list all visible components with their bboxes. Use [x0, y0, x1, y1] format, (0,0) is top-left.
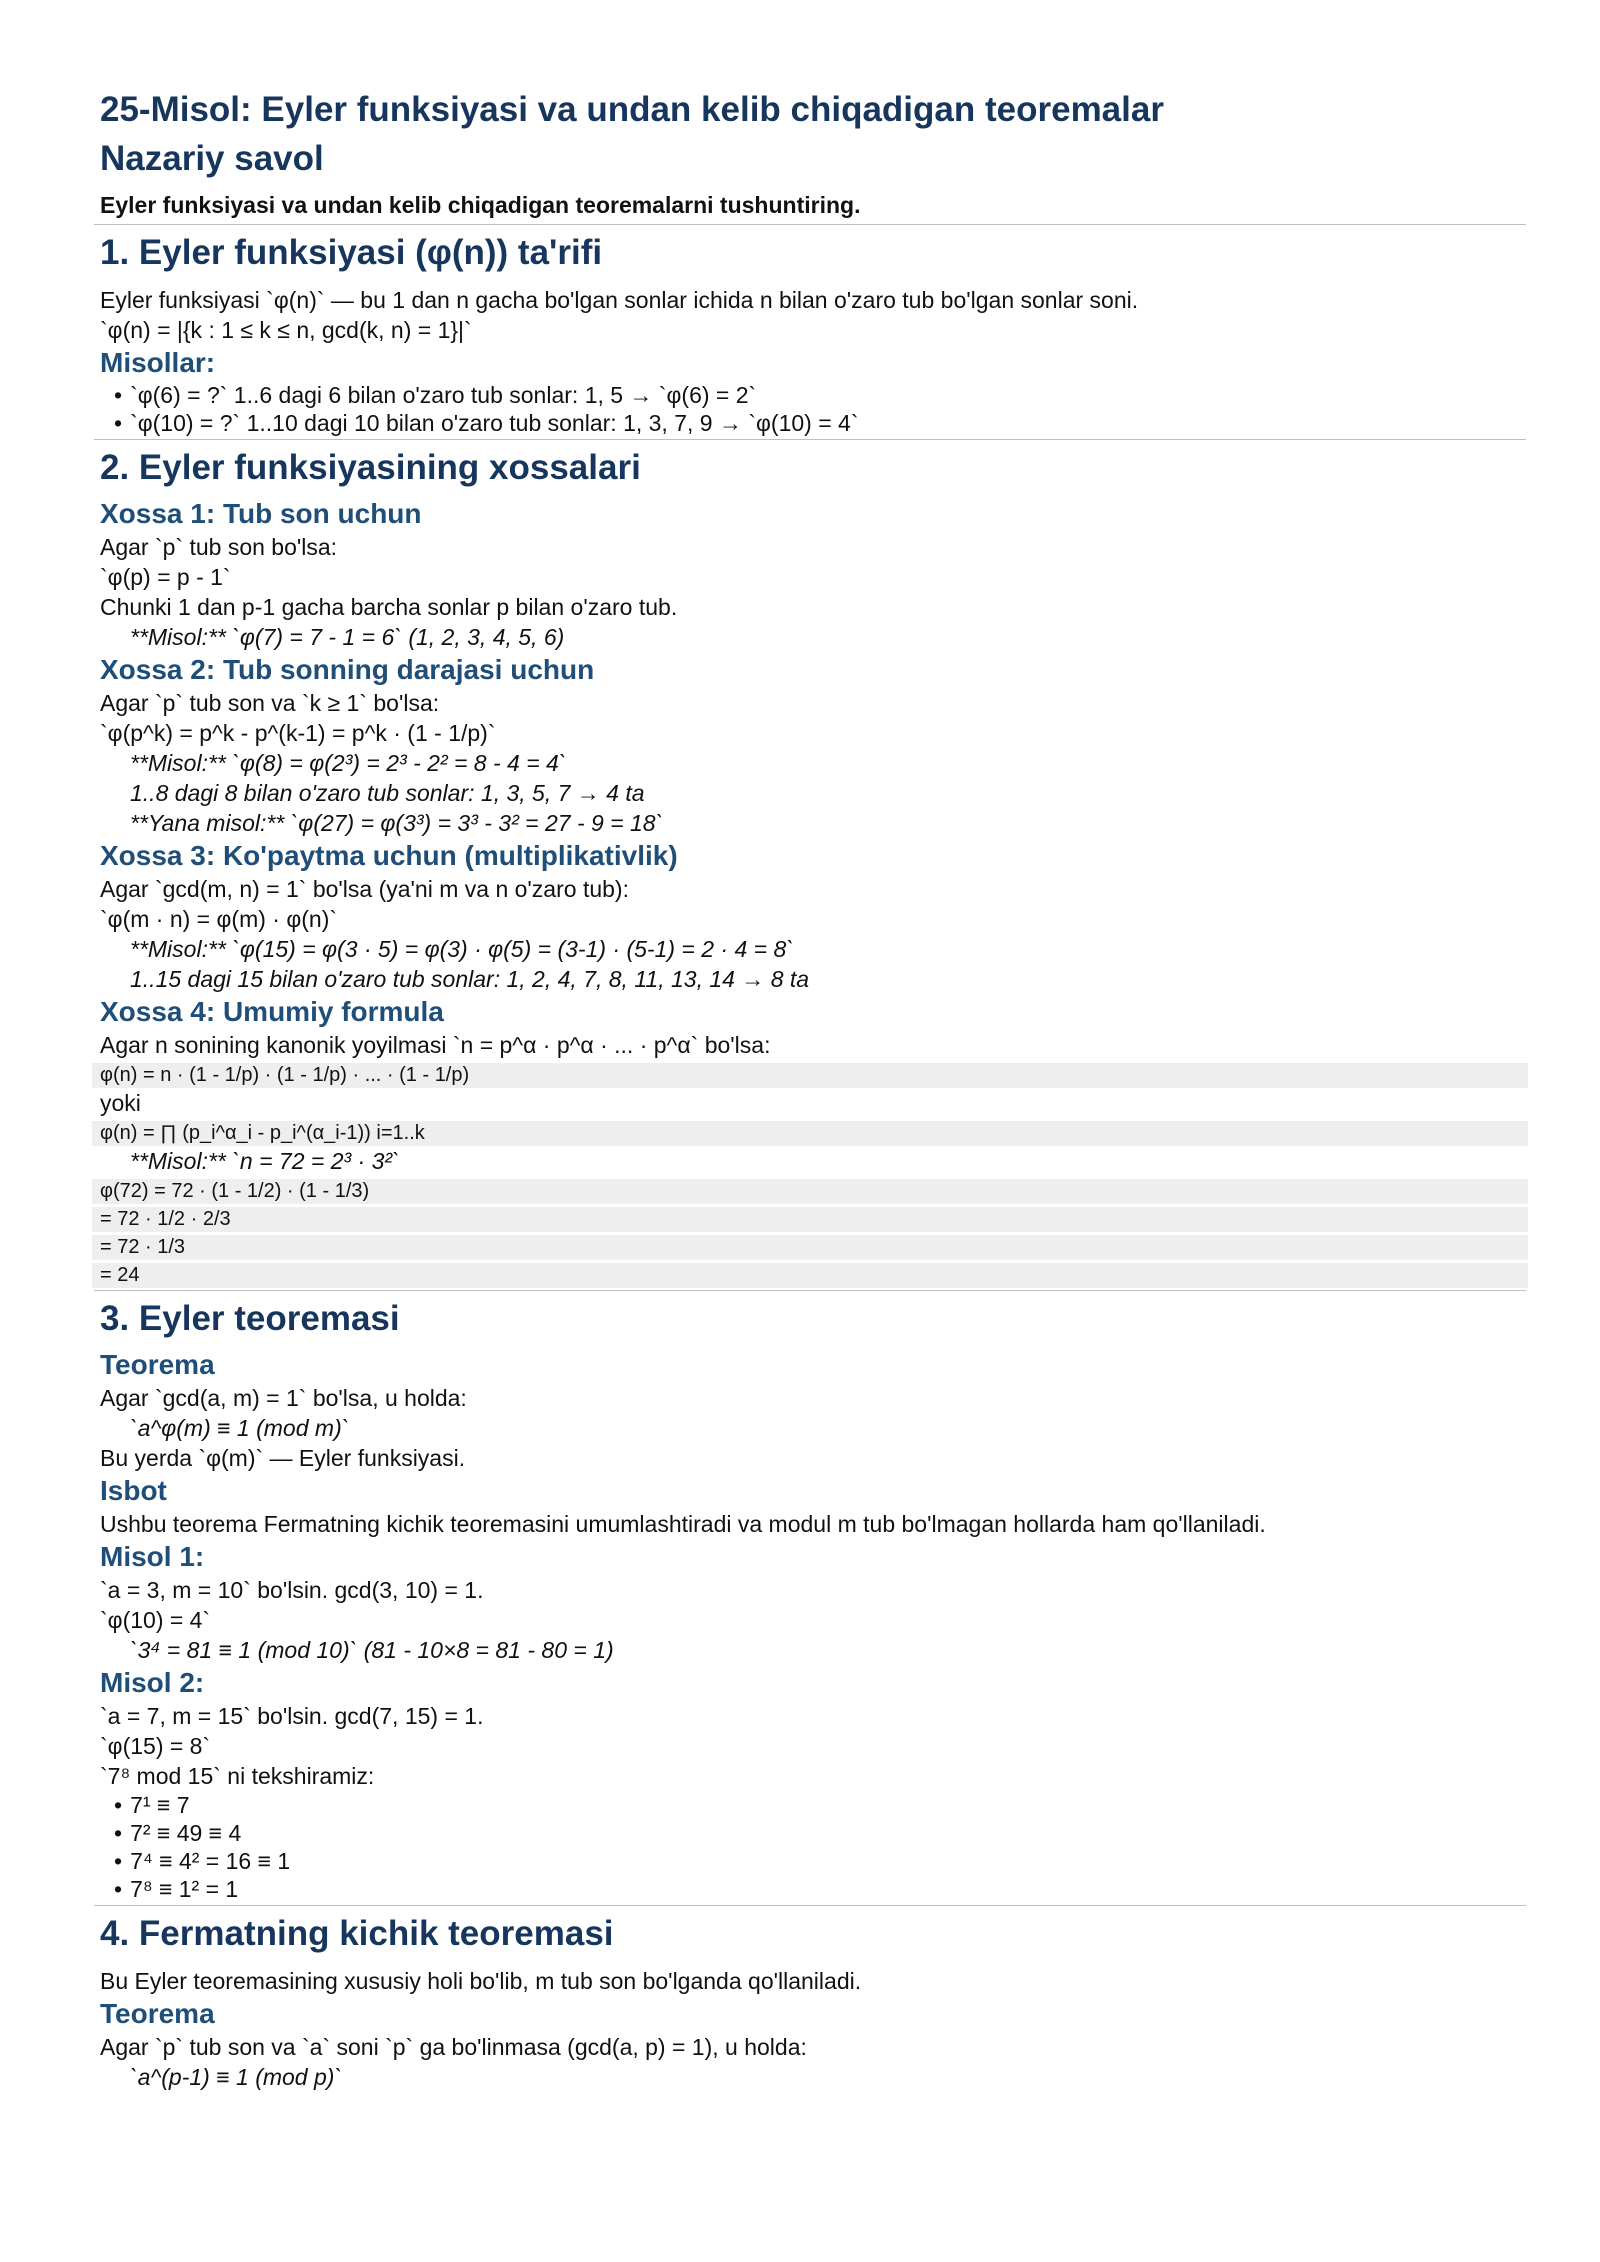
property-4-heading: Xossa 4: Umumiy formula: [100, 996, 444, 1027]
text-line: `a = 3, m = 10` bo'lsin. gcd(3, 10) = 1.: [100, 1577, 484, 1603]
text-line: `a = 7, m = 15` bo'lsin. gcd(7, 15) = 1.: [100, 1703, 484, 1729]
section-heading: 3. Eyler teoremasi: [100, 1299, 400, 1338]
list-item: • `φ(10) = ?` 1..10 dagi 10 bilan o'zaro tub sonlar: 1, 3, 7, 9 → `φ(10) = 4`: [114, 409, 1520, 437]
text-line: `7⁸ mod 15` ni tekshiramiz:: [100, 1763, 375, 1789]
formula-line: `φ(p) = p - 1`: [100, 564, 231, 590]
list-item: • 7⁴ ≡ 4² = 16 ≡ 1: [114, 1847, 1520, 1875]
example-1-heading: Misol 1:: [100, 1541, 205, 1572]
text-line: Agar `p` tub son va `a` soni `p` ga bo'linmasa (gcd(a, p) = 1), u holda:: [100, 2034, 807, 2060]
definition-text: Eyler funksiyasi `φ(n)` — bu 1 dan n gacha bo'lgan sonlar ichida n bilan o'zaro tub bo'lgan sonlar soni.: [100, 287, 1139, 313]
text-line: Ushbu teorema Fermatning kichik teoremasini umumlashtiradi va modul m tub bo'lmagan hollarda ham qo'llaniladi.: [100, 1511, 1266, 1537]
text-line: Agar `p` tub son va `k ≥ 1` bo'lsa:: [100, 690, 440, 716]
property-3-heading: Xossa 3: Ko'paytma uchun (multiplikativlik): [100, 840, 678, 871]
example-2-heading: Misol 2:: [100, 1667, 205, 1698]
formula-line: `φ(m · n) = φ(m) · φ(n)`: [100, 906, 338, 932]
example-line: **Yana misol:** `φ(27) = φ(3³) = 3³ - 3² = 27 - 9 = 18`: [130, 810, 664, 836]
example-line: **Misol:** `φ(15) = φ(3 · 5) = φ(3) · φ(5) = (3-1) · (5-1) = 2 · 4 = 8`: [130, 936, 794, 962]
list-item: • 7¹ ≡ 7: [114, 1791, 1520, 1819]
list-item: • `φ(6) = ?` 1..6 dagi 6 bilan o'zaro tub sonlar: 1, 5 → `φ(6) = 2`: [114, 381, 1520, 409]
text-line: Chunki 1 dan p-1 gacha barcha sonlar p bilan o'zaro tub.: [100, 594, 678, 620]
section-definition: [100, 225, 1520, 437]
formula-line: `a^(p-1) ≡ 1 (mod p)`: [130, 2064, 343, 2090]
section-heading: 2. Eyler funksiyasining xossalari: [100, 448, 641, 487]
document-title: 25-Misol: Eyler funksiyasi va undan kelib chiqadigan teoremalar: [100, 90, 1164, 129]
examples-list: [100, 381, 1520, 437]
text-line: yoki: [100, 1090, 141, 1116]
section-fermat-theorem: [100, 1906, 1520, 2092]
theorem-heading: Teorema: [100, 1349, 215, 1380]
list-item: • 7² ≡ 49 ≡ 4: [114, 1819, 1520, 1847]
definition-formula: `φ(n) = |{k : 1 ≤ k ≤ n, gcd(k, n) = 1}|`: [100, 317, 472, 343]
code-line: φ(n) = ∏ (p_i^α_i - p_i^(α_i-1)) i=1..k: [92, 1121, 1528, 1146]
question-text: Eyler funksiyasi va undan kelib chiqadigan teoremalarni tushuntiring.: [100, 192, 861, 218]
example-line: 1..8 dagi 8 bilan o'zaro tub sonlar: 1, 3, 5, 7 → 4 ta: [130, 780, 645, 806]
code-line: φ(n) = n · (1 - 1/p) · (1 - 1/p) · ... · (1 - 1/p): [92, 1063, 1528, 1088]
formula-line: `a^φ(m) ≡ 1 (mod m)`: [130, 1415, 350, 1441]
text-line: `φ(15) = 8`: [100, 1733, 211, 1759]
theorem-heading: Teorema: [100, 1998, 215, 2029]
proof-heading: Isbot: [100, 1475, 167, 1506]
examples-heading: Misollar:: [100, 347, 216, 378]
example-line: `3⁴ = 81 ≡ 1 (mod 10)` (81 - 10×8 = 81 - 80 = 1): [130, 1637, 614, 1663]
text-line: Bu Eyler teoremasining xususiy holi bo'lib, m tub son bo'lganda qo'llaniladi.: [100, 1968, 862, 1994]
document-subtitle: Nazariy savol: [100, 139, 324, 178]
formula-line: `φ(p^k) = p^k - p^(k-1) = p^k · (1 - 1/p)`: [100, 720, 496, 746]
code-line: φ(72) = 72 · (1 - 1/2) · (1 - 1/3): [92, 1179, 1528, 1204]
example-line: **Misol:** `φ(8) = φ(2³) = 2³ - 2² = 8 - 4 = 4`: [130, 750, 567, 776]
text-line: Agar `p` tub son bo'lsa:: [100, 534, 338, 560]
property-1-heading: Xossa 1: Tub son uchun: [100, 498, 422, 529]
document-content: [100, 86, 1520, 2092]
example-line: 1..15 dagi 15 bilan o'zaro tub sonlar: 1, 2, 4, 7, 8, 11, 13, 14 → 8 ta: [130, 966, 810, 992]
section-heading: 4. Fermatning kichik teoremasi: [100, 1914, 614, 1953]
text-line: `φ(10) = 4`: [100, 1607, 211, 1633]
text-line: Bu yerda `φ(m)` — Eyler funksiyasi.: [100, 1445, 466, 1471]
property-2-heading: Xossa 2: Tub sonning darajasi uchun: [100, 654, 595, 685]
section-properties: [100, 440, 1520, 1288]
code-line: = 72 · 1/2 · 2/3: [92, 1207, 1528, 1232]
powers-list: [100, 1791, 1520, 1903]
text-line: Agar `gcd(m, n) = 1` bo'lsa (ya'ni m va n o'zaro tub):: [100, 876, 629, 902]
code-line: = 72 · 1/3: [92, 1235, 1528, 1260]
code-line: = 24: [92, 1263, 1528, 1288]
section-euler-theorem: [100, 1291, 1520, 1903]
example-line: **Misol:** `φ(7) = 7 - 1 = 6` (1, 2, 3, 4, 5, 6): [130, 624, 565, 650]
text-line: Agar n sonining kanonik yoyilmasi `n = p^α · p^α · ... · p^α` bo'lsa:: [100, 1032, 771, 1058]
text-line: Agar `gcd(a, m) = 1` bo'lsa, u holda:: [100, 1385, 467, 1411]
section-heading: 1. Eyler funksiyasi (φ(n)) ta'rifi: [100, 233, 603, 272]
example-line: **Misol:** `n = 72 = 2³ · 3²`: [130, 1148, 400, 1174]
list-item: • 7⁸ ≡ 1² = 1: [114, 1875, 1520, 1903]
